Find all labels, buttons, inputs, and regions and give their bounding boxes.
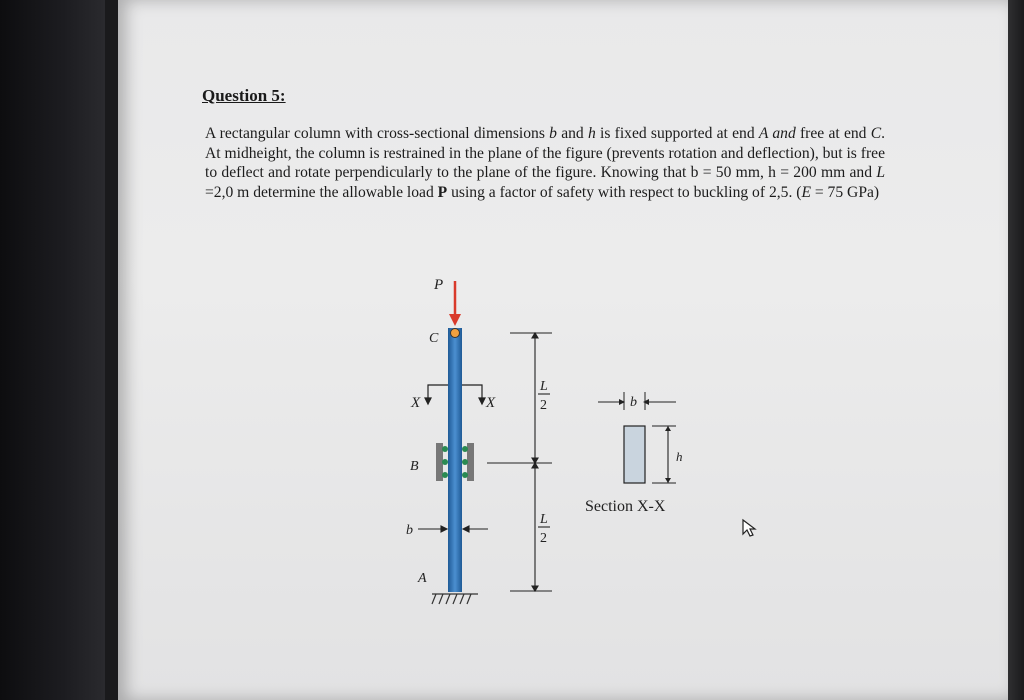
load-label: P (434, 277, 444, 293)
bottom-label: A (418, 571, 427, 586)
section-left-label: X (411, 395, 421, 411)
section-right-label: X (486, 395, 496, 411)
dim-b-label: b (406, 523, 413, 538)
top-label: C (429, 331, 439, 346)
half-length-num-top: L (540, 379, 548, 394)
section-caption: Section X-X (585, 498, 666, 515)
question-text: A rectangular column with cross-sectional dimensions b and h is fixed supported at end A and free at end C. At midheight, the column is restrained in the plane of the figure (prevents rotation and deflection), but is free to deflect and rotate perpendicularly to the plane of the figure. Knowing that b = 50 mm, h = 200 mm and L =2,0 m determine the allowable load P using a factor of safety with respect to buckling of 2,5. (E = 75 GPa) (205, 125, 886, 201)
half-length-den-bot: 2 (540, 531, 547, 546)
question-title: Question 5: (202, 86, 286, 105)
column-bar (448, 328, 462, 592)
length-dimension (487, 333, 552, 591)
cross-b-label: b (630, 395, 637, 410)
top-pin (451, 329, 460, 338)
half-length-num-bot: L (540, 512, 548, 527)
mouse-cursor-icon (741, 518, 759, 538)
mid-label: B (410, 459, 419, 474)
cross-h-label: h (676, 449, 683, 464)
cross-section (598, 392, 676, 483)
fixed-support-hatch (432, 594, 478, 604)
half-length-den-top: 2 (540, 398, 547, 413)
load-arrow (449, 281, 461, 326)
